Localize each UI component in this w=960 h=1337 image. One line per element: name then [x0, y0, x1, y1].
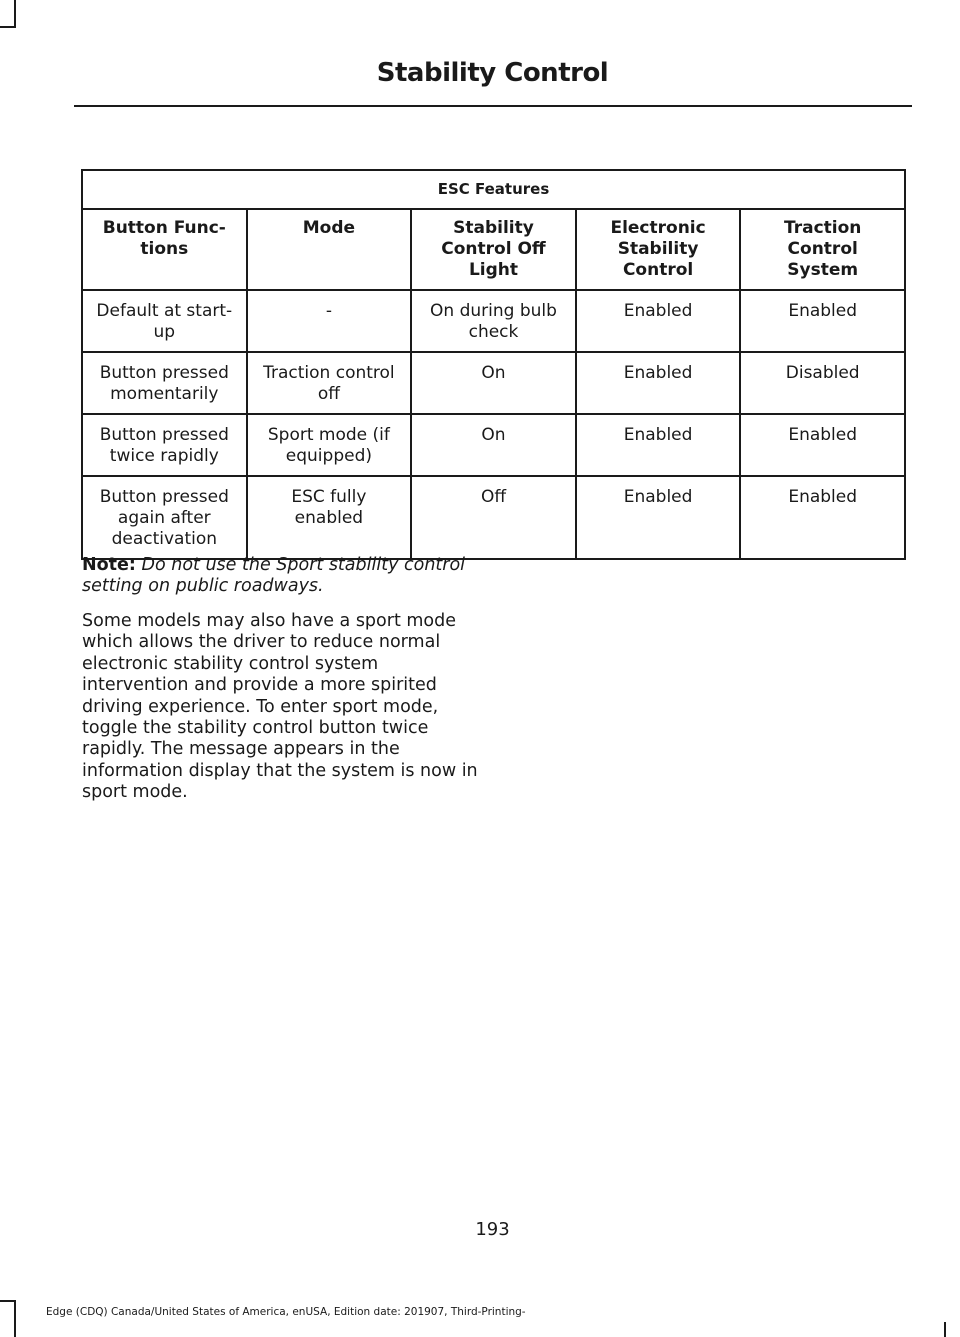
- table-cell-traction-control: Disabled: [740, 352, 905, 414]
- note-paragraph: [82, 555, 482, 597]
- table-cell-button-function: Button pressed again after deactivation: [82, 476, 247, 559]
- column-header-button-functions: Button Func- tions: [82, 209, 247, 290]
- column-header-traction-control-system: Traction Control System: [740, 209, 905, 290]
- footer-edition-info: Edge (CDQ) Canada/United States of America, enUSA, Edition date: 201907, Third-Printing-: [46, 1306, 526, 1318]
- table-cell-traction-control: Enabled: [740, 476, 905, 559]
- table-cell-esc: Enabled: [576, 352, 741, 414]
- table-cell-mode: Sport mode (if equipped): [247, 414, 412, 476]
- page-number: 193: [475, 1219, 510, 1240]
- note-text: Do not use the Sport stability control setting on public roadways.: [82, 555, 466, 596]
- table-cell-mode: ESC fully enabled: [247, 476, 412, 559]
- table-cell-button-function: Default at start- up: [82, 290, 247, 352]
- table-row: [82, 352, 905, 414]
- table-cell-off-light: On: [411, 414, 576, 476]
- crop-mark-top-left-vertical: [14, 0, 16, 28]
- table-row: [82, 414, 905, 476]
- table-cell-button-function: Button pressed twice rapidly: [82, 414, 247, 476]
- table-row: [82, 290, 905, 352]
- column-header-stability-control-off-light: Stability Control Off Light: [411, 209, 576, 290]
- column-header-electronic-stability-control: Electronic Stability Control: [576, 209, 741, 290]
- table-body: [82, 290, 905, 559]
- table-cell-esc: Enabled: [576, 476, 741, 559]
- table-cell-off-light: Off: [411, 476, 576, 559]
- table-cell-mode: -: [247, 290, 412, 352]
- sport-mode-paragraph: Some models may also have a sport mode which allows the driver to reduce normal electronic stability control system intervention and provide a more spirited driving experience. To enter sport mode, toggle the stability control button twice rapidly. The message appears in the information display that the system is now in sport mode.: [82, 611, 478, 803]
- table-cell-traction-control: Enabled: [740, 290, 905, 352]
- table-cell-off-light: On during bulb check: [411, 290, 576, 352]
- crop-mark-bottom-right-vertical: [944, 1322, 946, 1337]
- table-row: [82, 476, 905, 559]
- table-cell-esc: Enabled: [576, 290, 741, 352]
- crop-mark-bottom-left-vertical: [14, 1300, 16, 1337]
- crop-mark-top-left-horizontal: [0, 26, 16, 28]
- esc-features-table: [81, 169, 906, 560]
- header-divider: [74, 105, 912, 107]
- table-cell-button-function: Button pressed momentarily: [82, 352, 247, 414]
- note-label: Note:: [82, 555, 136, 575]
- crop-mark-bottom-left-horizontal: [0, 1300, 16, 1302]
- table-caption: ESC Features: [82, 170, 905, 209]
- table-cell-traction-control: Enabled: [740, 414, 905, 476]
- table-cell-mode: Traction control off: [247, 352, 412, 414]
- table-cell-off-light: On: [411, 352, 576, 414]
- table-cell-esc: Enabled: [576, 414, 741, 476]
- column-header-mode: Mode: [247, 209, 412, 290]
- page-title: Stability Control: [376, 58, 609, 88]
